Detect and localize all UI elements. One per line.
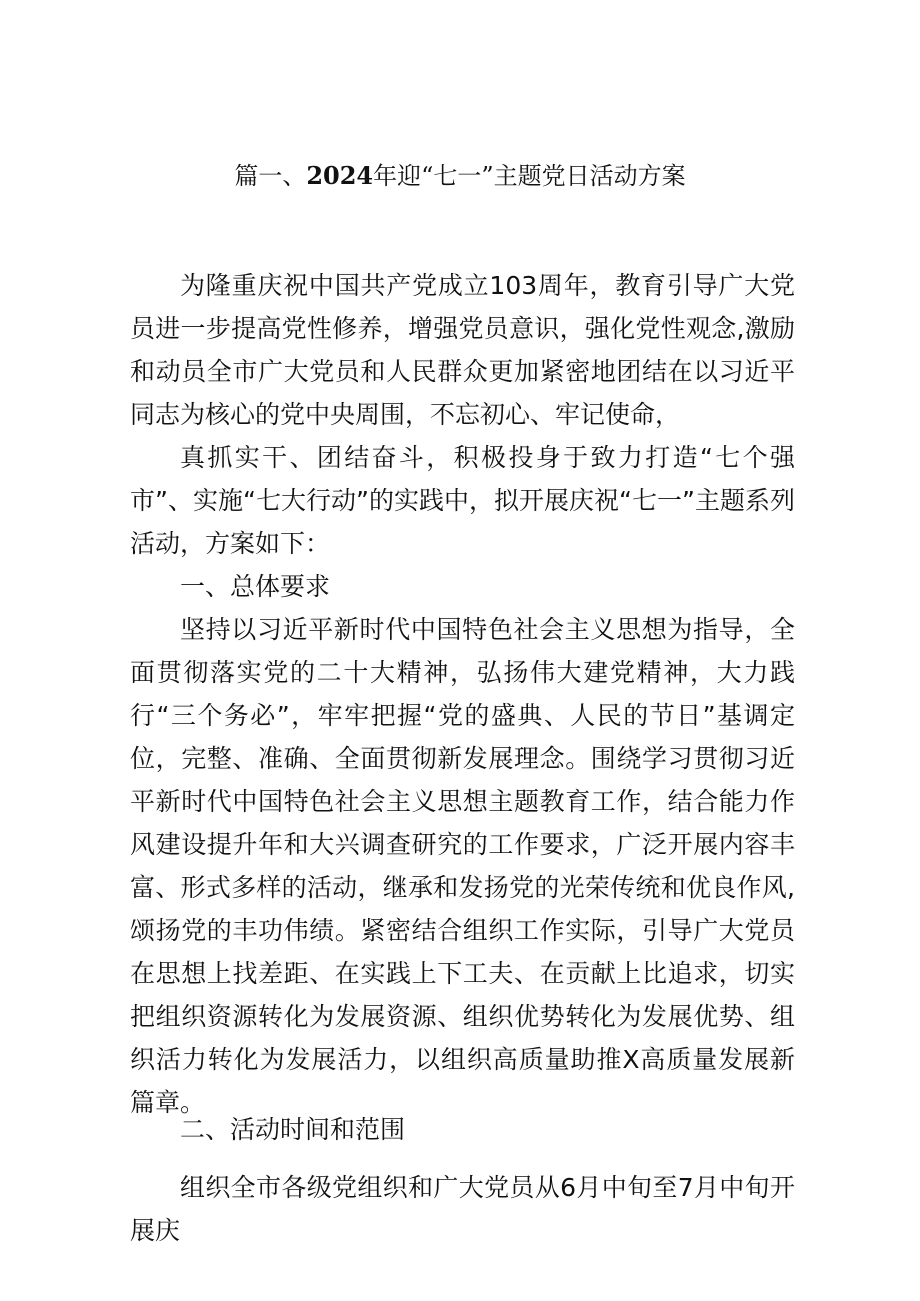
paragraph-time-scope: 组织全市各级党组织和广大党员从6月中旬至7月中旬开展庆	[130, 1173, 795, 1245]
paragraph-plan: 真抓实干、团结奋斗，积极投身于致力打造“七个强市”、实施“七大行动”的实践中，拟开展庆祝“七一”主题系列活动，方案如下：	[130, 443, 795, 558]
paragraph-intro: 为隆重庆祝中国共产党成立103周年，教育引导广大党员进一步提高党性修养，增强党员意识，强化党性观念,激励和动员全市广大党员和人民群众更加紧密地团结在以习近平同志为核心的党中央周围，不忘初心、牢记使命，	[130, 271, 795, 429]
title-prefix: 篇一、	[234, 162, 307, 190]
heading-general-requirements: 一、总体要求	[180, 572, 331, 601]
title-suffix: 年迎“七一”主题党日活动方案	[373, 162, 686, 190]
heading-time-scope: 二、活动时间和范围	[180, 1115, 406, 1144]
title-year: 2024	[306, 161, 374, 190]
paragraph-requirements: 坚持以习近平新时代中国特色社会主义思想为指导，全面贯彻落实党的二十大精神，弘扬伟大建党精神，大力践行“三个务必”，牢牢把握“党的盛典、人民的节日”基调定位，完整、准确、全面贯彻新发展理念。围绕学习贯彻习近平新时代中国特色社会主义思想主题教育工作，结合能力作风建设提升年和大兴调查研究的工作要求，广泛开展内容丰富、形式多样的活动，继承和发扬党的光荣传统和优良作风,颂扬党的丰功伟绩。紧密结合组织工作实际，引导广大党员在思想上找差距、在实践上下工夫、在贡献上比追求，切实把组织资源转化为发展资源、组织优势转化为发展优势、组织活力转化为发展活力，以组织高质量助推X高质量发展新篇章。	[130, 615, 795, 1117]
document-title	[130, 158, 790, 194]
